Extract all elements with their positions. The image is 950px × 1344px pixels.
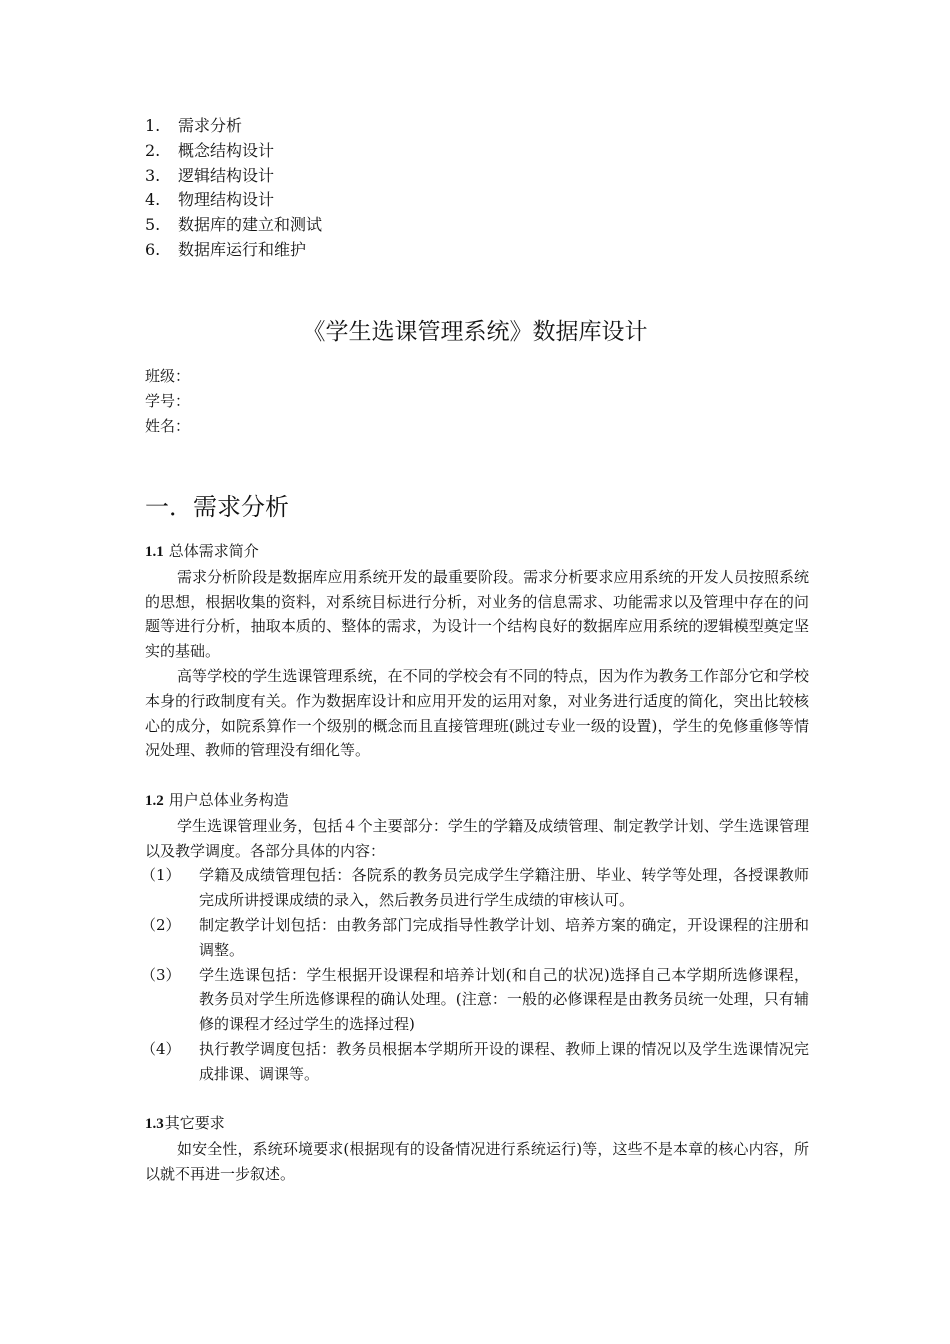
table-of-contents xyxy=(145,114,322,263)
toc-item-label: 概念结构设计 xyxy=(178,140,275,160)
chapter-heading: 一．需求分析 xyxy=(145,493,289,521)
list-item-text: 执行教学调度包括：教务员根据本学期所开设的课程、教师上课的情况以及学生选课情况完成排课、调课等。 xyxy=(199,1039,809,1083)
list-item xyxy=(141,913,809,963)
section-number: 1.1 xyxy=(145,544,164,560)
toc-item xyxy=(145,188,322,213)
list-item-text: 制定教学计划包括：由教务部门完成指导性教学计划、培养方案的确定，开设课程的注册和调整。 xyxy=(199,915,809,959)
list-item-number: （4） xyxy=(141,1039,181,1058)
toc-item xyxy=(145,164,322,189)
student-info xyxy=(145,364,190,439)
list-item xyxy=(141,863,809,913)
business-list xyxy=(141,863,809,1086)
toc-item-number: 4. xyxy=(145,190,161,210)
section-1-2 xyxy=(141,788,809,1087)
toc-item-label: 数据库运行和维护 xyxy=(178,239,307,259)
class-label: 班级： xyxy=(145,367,191,385)
toc-item-number: 6. xyxy=(145,239,161,259)
paragraph: 需求分析阶段是数据库应用系统开发的最重要阶段。需求分析要求应用系统的开发人员按照系统的思想，根据收集的资料，对系统目标进行分析，对业务的信息需求、功能需求以及管理中存在的问题等进行分析，抽取本质的、整体的需求，为设计一个结构良好的数据库应用系统的逻辑模型奠定坚实的基础。 xyxy=(145,567,809,661)
list-item-text: 学籍及成绩管理包括：各院系的教务员完成学生学籍注册、毕业、转学等处理，各授课教师完成所讲授课成绩的录入，然后教务员进行学生成绩的审核认可。 xyxy=(199,866,809,910)
list-item-number: （3） xyxy=(141,965,181,984)
section-1-3 xyxy=(145,1111,809,1186)
toc-item-number: 2. xyxy=(145,140,161,160)
section-number: 1.3 xyxy=(145,1116,164,1132)
toc-item-label: 逻辑结构设计 xyxy=(178,165,275,185)
list-item-number: （2） xyxy=(141,915,181,934)
toc-item-label: 物理结构设计 xyxy=(178,190,275,210)
toc-item-number: 3. xyxy=(145,165,161,185)
toc-item-label: 数据库的建立和测试 xyxy=(178,215,323,235)
paragraph: 如安全性，系统环境要求(根据现有的设备情况进行系统运行)等，这些不是本章的核心内容，所以就不再进一步叙述。 xyxy=(145,1139,809,1183)
section-number: 1.2 xyxy=(145,793,164,809)
section-title: 总体需求简介 xyxy=(168,542,259,560)
toc-item-label: 需求分析 xyxy=(178,116,243,135)
section-heading xyxy=(145,1111,809,1137)
student-id-label: 学号： xyxy=(145,392,191,410)
toc-item xyxy=(145,238,322,263)
paragraph: 高等学校的学生选课管理系统，在不同的学校会有不同的特点，因为作为教务工作部分它和学校本身的行政制度有关。作为数据库设计和应用开发的运用对象，对业务进行适度的简化，突出比较核心的成分，如院系算作一个级别的概念而且直接管理班(跳过专业一级的设置)，学生的免修重修等情况处理、教师的管理没有细化等。 xyxy=(145,666,809,760)
section-heading xyxy=(145,539,809,565)
toc-item-number: 5. xyxy=(145,215,161,235)
paragraph: 学生选课管理业务，包括４个主要部分：学生的学籍及成绩管理、制定教学计划、学生选课管理以及教学调度。各部分具体的内容： xyxy=(145,816,809,860)
document-title: 《学生选课管理系统》数据库设计 xyxy=(302,319,648,345)
toc-item xyxy=(145,139,322,164)
section-heading xyxy=(145,788,809,814)
section-1-1 xyxy=(145,539,809,763)
list-item-text: 学生选课包括：学生根据开设课程和培养计划(和自己的状况)选择自己本学期所选修课程，教务员对学生所选修课程的确认处理。(注意：一般的必修课程是由教务员统一处理，只有辅修的课程才经过学生的选择过程) xyxy=(199,965,809,1034)
section-title: 其它要求 xyxy=(164,1114,225,1132)
toc-item xyxy=(145,114,322,139)
section-title: 用户总体业务构造 xyxy=(168,791,289,809)
list-item xyxy=(141,1037,809,1087)
list-item xyxy=(141,963,809,1037)
toc-item xyxy=(145,213,322,238)
list-item-number: （1） xyxy=(141,866,181,885)
toc-item-number: 1. xyxy=(145,116,161,135)
name-label: 姓名： xyxy=(145,417,191,435)
